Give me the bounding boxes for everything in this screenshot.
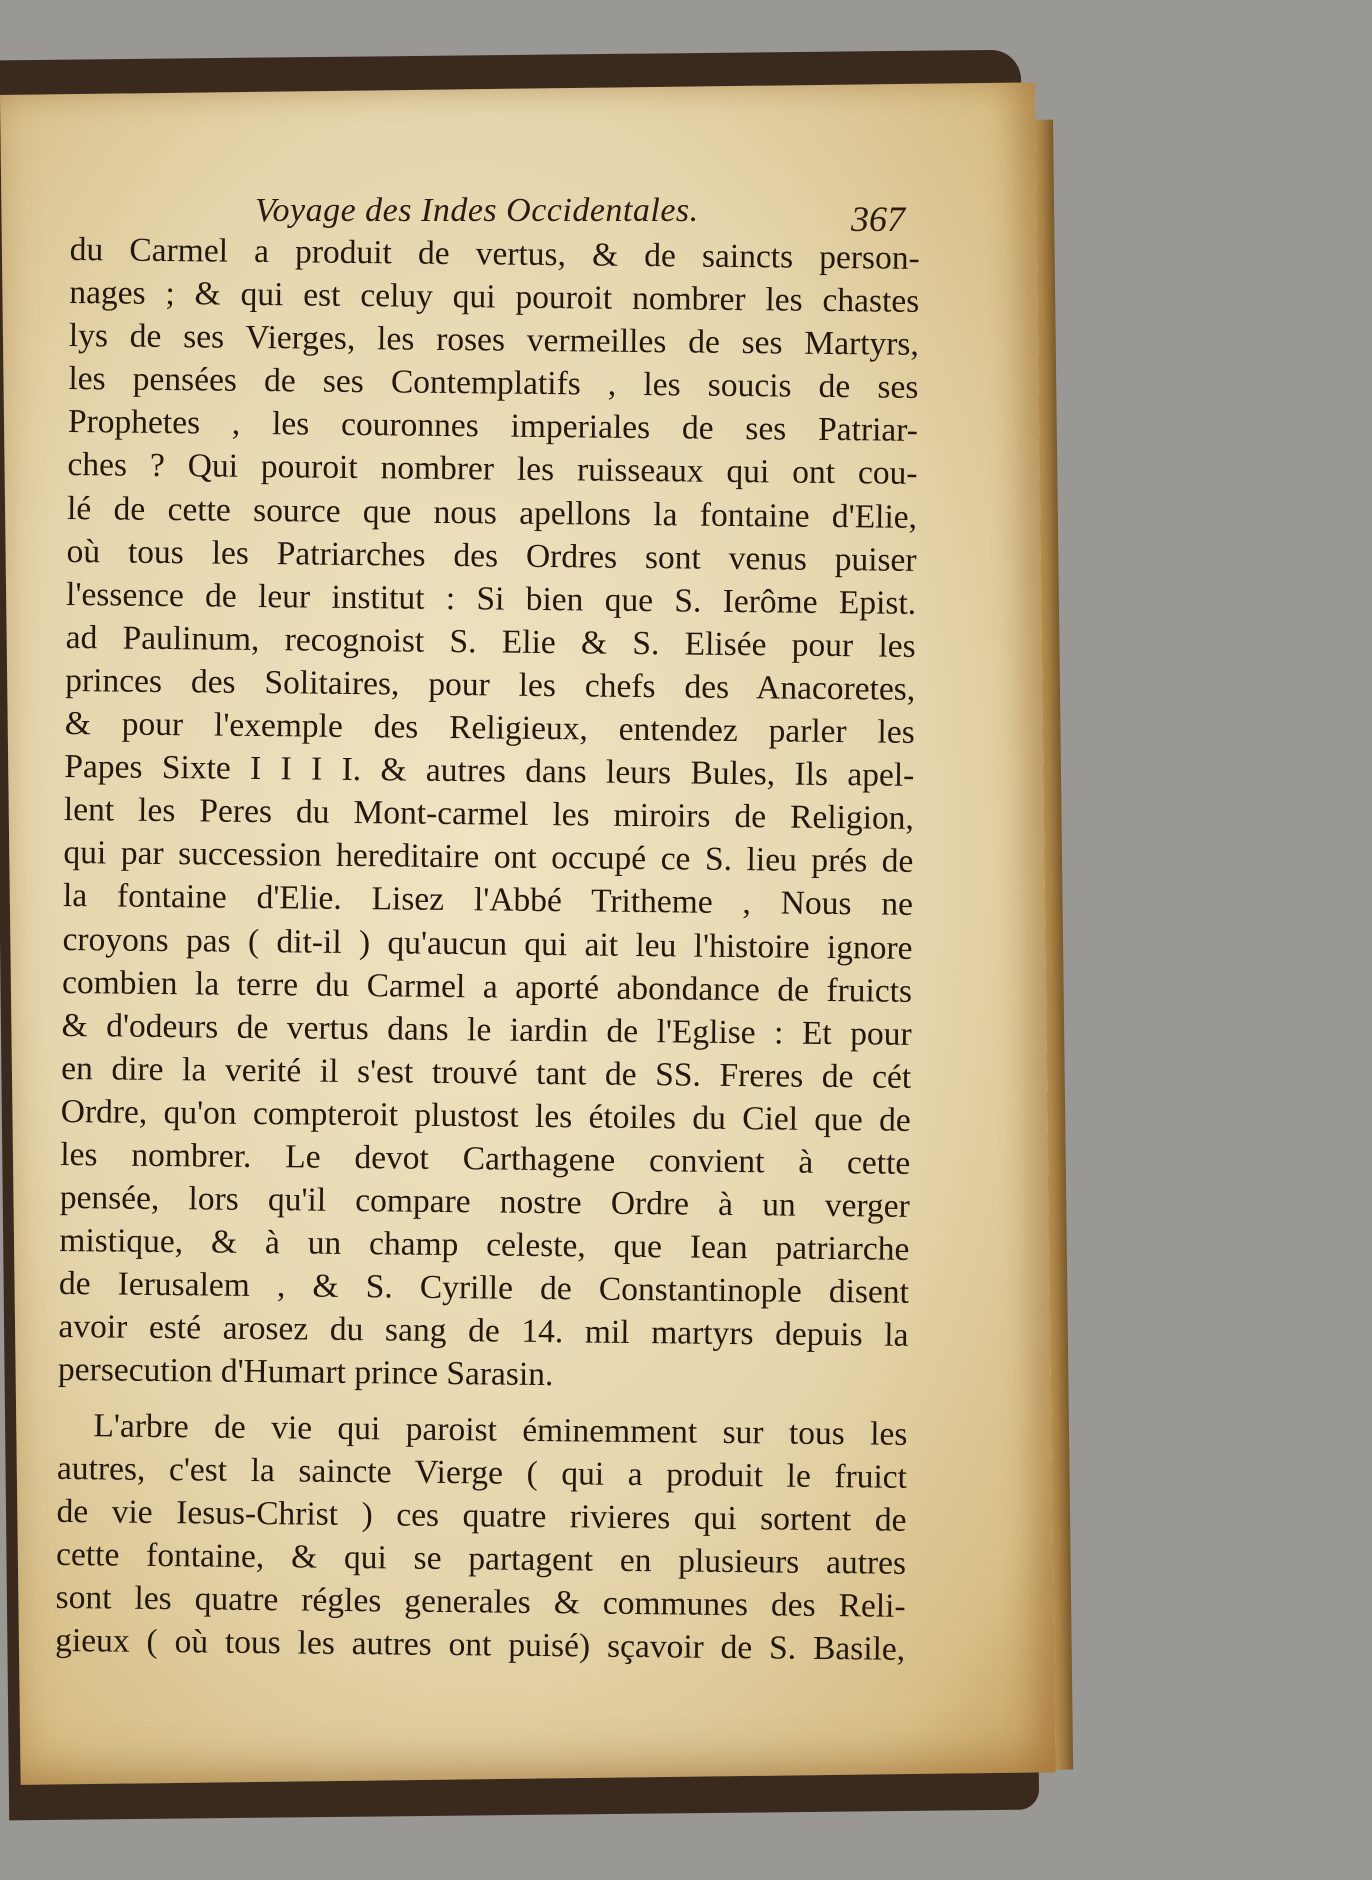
text-line: les pensées de ses Contemplatifs , les soucis de ses [68,360,919,407]
text-line: Prophetes , les couronnes imperiales de ses Patriar- [67,403,919,450]
page-header [255,192,935,239]
text-line: persecution d'Humart prince Sarasin. [57,1351,554,1394]
text-line: cette fontaine, & qui se partagent en plusieurs autres [55,1535,907,1582]
text-line: où tous les Patriarches des Ordres sont venus puiser [66,532,917,579]
text-line: qui par succession hereditaire ont occupé ce S. lieu prés de [63,834,914,881]
page-number: 367 [851,199,905,239]
running-title: Voyage des Indes Occidentales. [255,192,699,229]
text-line: la fontaine d'Elie. Lisez l'Abbé Tritheme , Nous ne [62,877,914,924]
text-line: avoir esté arosez du sang de 14. mil martyrs depuis la [58,1308,909,1355]
text-line: & pour l'exemple des Religieux, entendez parler les [64,705,915,751]
text-line: Ordre, qu'on compteroit plustost les étoiles du Ciel que de [60,1092,911,1139]
text-line: lent les Peres du Mont-carmel les miroirs de Religion, [63,791,915,838]
text-line: princes des Solitaires, pour les chefs des Anacoretes, [65,661,916,708]
text-line: pensée, lors qu'il compare nostre Ordre à un verger [59,1179,910,1225]
text-line: autres, c'est la saincte Vierge ( qui a produit le fruict [56,1449,908,1496]
text-line: en dire la verité il s'est trouvé tant de SS. Freres de cét [61,1049,912,1096]
text-line: de Ierusalem , & S. Cyrille de Constantinople disent [58,1265,910,1312]
text-line: du Carmel a produit de vertus, & de saincts person- [69,230,920,277]
text-line: de vie Iesus-Christ ) ces quatre rivieres qui sortent de [56,1492,907,1539]
text-line: lé de cette source que nous apellons la fontaine d'Elie, [66,489,918,536]
text-line: nages ; & qui est celuy qui pouroit nombrer les chastes [69,274,920,320]
text-line: combien la terre du Carmel a aporté abondance de fruicts [61,963,913,1010]
text-line: mistique, & à un champ celeste, que Iean patriarche [59,1222,910,1269]
text-line: ches ? Qui pouroit nombrer les ruisseaux qui ont cou- [67,446,918,493]
text-line: & d'odeurs de vertus dans le iardin de l'Eglise : Et pour [61,1006,912,1053]
text-line: ad Paulinum, recognoist S. Elie & S. Elisée pour les [65,618,916,665]
text-line: croyons pas ( dit-il ) qu'aucun qui ait leu l'histoire ignore [62,920,913,967]
text-line: lys de ses Vierges, les roses vermeilles de ses Martyrs, [68,317,920,364]
text-line: Papes Sixte I I I I. & autres dans leurs Bules, Ils apel- [64,748,915,794]
text-line: l'essence de leur institut : Si bien que S. Ierôme Epist. [65,575,917,622]
text-line: les nombrer. Le devot Carthagene convient à cette [60,1135,911,1182]
text-line: sont les quatre régles generales & communes des Reli- [55,1578,906,1625]
text-line: L'arbre de vie qui paroist éminemment sur tous les [93,1406,908,1453]
text-line: gieux ( où tous les autres ont puisé) sçavoir de S. Basile, [55,1621,906,1668]
body-text [55,228,920,1671]
